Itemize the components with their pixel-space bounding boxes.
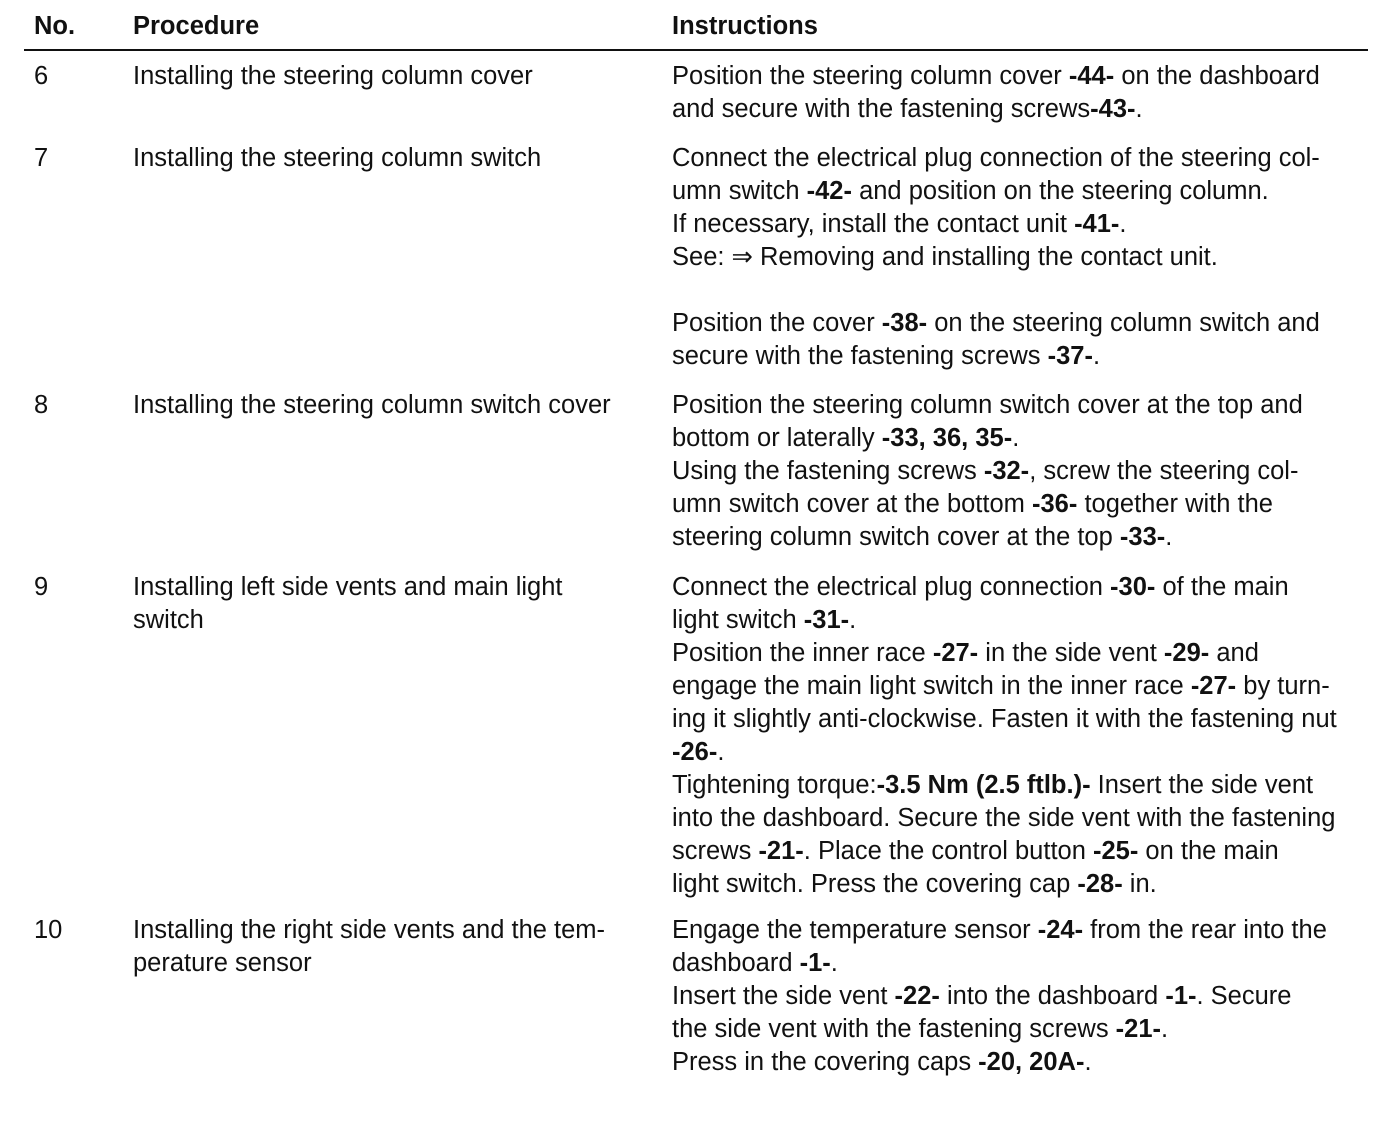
part-reference: -1- (1165, 982, 1197, 1010)
instruction-text: Position the steering column cover (672, 62, 1069, 90)
instruction-text: . Place the control button (803, 837, 1093, 865)
instruction-line (672, 521, 1372, 554)
instruction-text: Insert the side vent (1090, 771, 1314, 799)
part-reference: -26- (672, 738, 718, 766)
instruction-line (672, 142, 1372, 175)
instruction-text: dashboard (672, 949, 800, 977)
instruction-line (672, 947, 1372, 980)
instruction-text: on the main (1138, 837, 1279, 865)
part-reference: -41- (1074, 210, 1120, 238)
instruction-line (672, 703, 1372, 736)
header-divider (24, 49, 1368, 51)
instruction-text: bottom or laterally (672, 424, 882, 452)
instruction-text: Insert the side vent (672, 982, 895, 1010)
instruction-line (672, 769, 1372, 802)
instruction-line (672, 307, 1372, 340)
instruction-text: by turn- (1236, 672, 1330, 700)
instruction-line (672, 868, 1372, 901)
part-reference: -31- (803, 606, 850, 634)
table-header (0, 10, 1392, 44)
instruction-line (672, 1013, 1372, 1046)
instruction-text: Tightening torque: (672, 771, 877, 799)
column-header-no: No. (34, 12, 76, 40)
instruction-line (672, 93, 1372, 126)
instruction-text: and (1209, 639, 1259, 667)
instruction-line (672, 60, 1372, 93)
instructions-cell (672, 142, 1372, 373)
instruction-text: . (1084, 1048, 1092, 1076)
column-header-procedure: Procedure (133, 12, 260, 40)
instruction-line (672, 488, 1372, 521)
instruction-text: into the dashboard. Secure the side vent with the fastening (672, 804, 1336, 832)
part-reference: -38- (881, 309, 928, 337)
instruction-text: light switch (672, 606, 804, 634)
procedure-line: Installing the right side vents and the tem- (133, 916, 606, 944)
part-reference: -33, 36, 35- (881, 424, 1013, 452)
instruction-line (672, 241, 1372, 274)
instruction-text: Position the inner race (672, 639, 933, 667)
part-reference: -24- (1037, 916, 1084, 944)
procedure-line: switch (133, 606, 204, 634)
instruction-line (672, 340, 1372, 373)
column-header-instructions: Instructions (672, 12, 818, 40)
instruction-text: Press in the covering caps (672, 1048, 979, 1076)
part-reference: -25- (1092, 837, 1139, 865)
instruction-text: . (1135, 95, 1143, 123)
instruction-text: Position the steering column switch cover at the top and (672, 391, 1303, 419)
instructions-cell (672, 914, 1372, 1079)
procedure-line: Installing the steering column switch (133, 144, 542, 172)
step-number: 8 (34, 391, 49, 419)
instruction-text: umn switch (672, 177, 807, 205)
part-reference: -44- (1068, 62, 1115, 90)
procedure-cell (133, 142, 643, 175)
instruction-text: Using the fastening screws (672, 457, 984, 485)
part-reference: -27- (932, 639, 979, 667)
step-number: 9 (34, 573, 49, 601)
instruction-text: See: ⇒ Removing and installing the contact unit. (672, 243, 1218, 271)
instruction-line (672, 914, 1372, 947)
instructions-cell (672, 389, 1372, 554)
instruction-line (672, 455, 1372, 488)
instruction-text: in the side vent (978, 639, 1164, 667)
procedure-line: Installing left side vents and main light (133, 573, 563, 601)
part-reference: -21- (1115, 1015, 1162, 1043)
instruction-line (672, 208, 1372, 241)
instruction-text: . (1012, 424, 1020, 452)
instruction-text: of the main (1155, 573, 1289, 601)
procedure-line: perature sensor (133, 949, 312, 977)
part-reference: -22- (894, 982, 940, 1010)
instruction-text: on the dashboard (1114, 62, 1320, 90)
instruction-text: and secure with the fastening screws (672, 95, 1091, 123)
part-reference: -33- (1119, 523, 1166, 551)
instruction-line (672, 1046, 1372, 1079)
part-reference: -27- (1190, 672, 1237, 700)
instruction-text: on the steering column switch and (927, 309, 1320, 337)
instruction-spacer (672, 274, 1372, 307)
instruction-text: . (849, 606, 857, 634)
instruction-line (672, 604, 1372, 637)
step-number: 10 (34, 916, 63, 944)
step-number: 6 (34, 62, 49, 90)
instruction-text: secure with the fastening screws (672, 342, 1048, 370)
part-reference: -21- (758, 837, 804, 865)
instruction-text: . Secure (1196, 982, 1292, 1010)
part-reference: -36- (1032, 490, 1078, 518)
instruction-text: light switch. Press the covering cap (672, 870, 1078, 898)
part-reference: -37- (1047, 342, 1093, 370)
instruction-text: . (1161, 1015, 1169, 1043)
instruction-text: , screw the steering col- (1029, 457, 1299, 485)
procedure-cell (133, 389, 643, 422)
procedure-cell (133, 914, 643, 980)
instruction-text: . (717, 738, 725, 766)
instruction-text: from the rear into the (1083, 916, 1327, 944)
instruction-text: together with the (1077, 490, 1273, 518)
instruction-line (672, 571, 1372, 604)
part-reference: -42- (806, 177, 852, 205)
procedure-cell (133, 60, 643, 93)
step-number: 7 (34, 144, 49, 172)
instruction-text: umn switch cover at the bottom (672, 490, 1032, 518)
instruction-text: Position the cover (672, 309, 882, 337)
instruction-text: . (1092, 342, 1101, 370)
instruction-text: the side vent with the fastening screws (672, 1015, 1116, 1043)
instruction-line (672, 670, 1372, 703)
instruction-line (672, 422, 1372, 455)
instructions-cell (672, 571, 1372, 901)
instruction-text: . (1119, 210, 1127, 238)
part-reference: -20, 20A- (978, 1048, 1085, 1076)
instruction-text: . (1165, 523, 1173, 551)
part-reference: -1- (799, 949, 831, 977)
part-reference: -43- (1090, 95, 1136, 123)
instruction-text: If necessary, install the contact unit (672, 210, 1075, 238)
part-reference: -3.5 Nm (2.5 ftlb.)- (876, 771, 1091, 799)
part-reference: -32- (983, 457, 1030, 485)
instruction-text: Connect the electrical plug connection of the steering col- (672, 144, 1320, 172)
instruction-text: steering column switch cover at the top (672, 523, 1120, 551)
part-reference: -30- (1110, 573, 1156, 601)
instruction-line (672, 835, 1372, 868)
instruction-text: screws (672, 837, 759, 865)
instruction-text: . (830, 949, 838, 977)
instruction-line (672, 175, 1372, 208)
instruction-text: into the dashboard (939, 982, 1166, 1010)
instruction-text: engage the main light switch in the inner race (672, 672, 1191, 700)
instruction-text: and position on the steering column. (851, 177, 1269, 205)
instruction-line (672, 389, 1372, 422)
instruction-line (672, 637, 1372, 670)
instruction-text: Connect the electrical plug connection (672, 573, 1111, 601)
part-reference: -29- (1163, 639, 1210, 667)
instruction-line (672, 802, 1372, 835)
instruction-text: Engage the temperature sensor (672, 916, 1038, 944)
procedure-line: Installing the steering column switch cover (133, 391, 611, 419)
instruction-text: in. (1122, 870, 1157, 898)
instruction-line (672, 736, 1372, 769)
procedure-cell (133, 571, 643, 637)
part-reference: -28- (1077, 870, 1123, 898)
instruction-text: ing it slightly anti-clockwise. Fasten it with the fastening nut (672, 705, 1337, 733)
instruction-line (672, 980, 1372, 1013)
instructions-cell (672, 60, 1372, 126)
procedure-line: Installing the steering column cover (133, 62, 533, 90)
